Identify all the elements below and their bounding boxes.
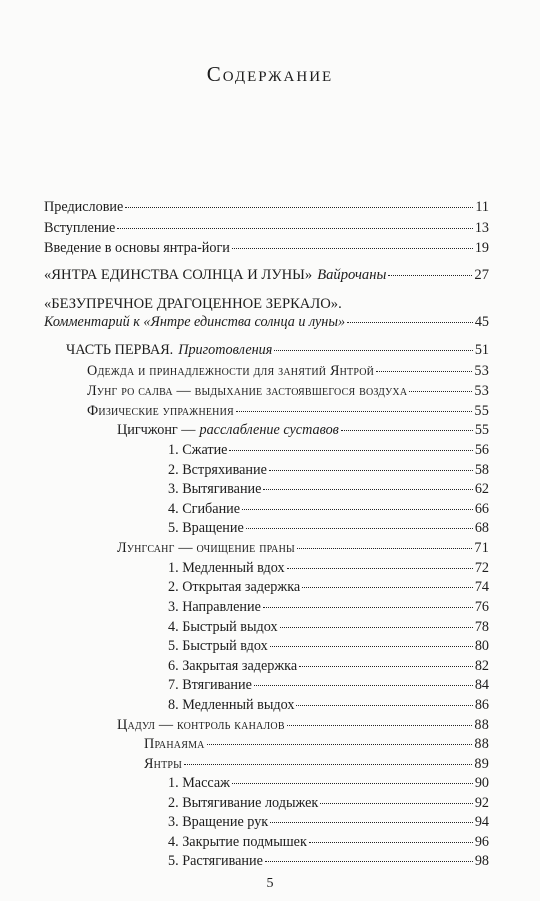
toc-entry-page: 27 [474,267,489,283]
toc-entry[interactable] [66,341,489,359]
toc-entry-page: 62 [474,481,489,497]
page-title: Содержание [206,62,334,86]
toc-entry-title: 3. Вытягивание [168,481,262,497]
toc-entry-title: 1. Медленный вдох [168,560,285,576]
toc-entry-title: 3. Вращение рук [168,814,269,830]
toc-entry-page: 84 [474,677,489,693]
toc-entry-page: 82 [474,658,489,674]
toc-entry-title: Лунгсанг — очищение праны [117,540,295,556]
toc-entry[interactable] [144,735,489,753]
toc-entry-page: 71 [474,540,489,556]
dot-leader [296,705,472,706]
toc-entry[interactable] [87,362,489,380]
toc-entry-page: 68 [474,520,489,536]
dot-leader [254,685,473,686]
toc-entry-title: Цигчжонг — [117,422,196,438]
dot-leader [246,528,473,529]
dot-leader [270,646,473,647]
toc-entry-title: 3. Направление [168,599,261,615]
toc-entry[interactable] [168,519,489,537]
dot-leader [409,391,472,392]
toc-entry-title: Пранаяма [144,736,205,752]
toc-entry[interactable] [168,852,489,870]
dot-leader [320,803,473,804]
toc-entry-title: 4. Быстрый выдох [168,619,278,635]
toc-entry-page: 96 [474,834,489,850]
toc-entry[interactable] [168,559,489,577]
dot-leader [347,322,473,323]
dot-leader [125,207,473,208]
toc-entry[interactable] [168,480,489,498]
toc-entry-page: 55 [474,422,489,438]
dot-leader [388,275,472,276]
dot-leader [280,627,473,628]
dot-leader [270,822,473,823]
toc-entry-title: 8. Медленный выдох [168,697,295,713]
toc-entry[interactable] [87,402,489,420]
toc-entry-page: 45 [474,314,489,330]
toc-entry-page: 72 [474,560,489,576]
toc-entry-title: Предисловие [44,199,124,215]
toc-entry-page: 94 [474,814,489,830]
toc-entry-page: 92 [474,795,489,811]
dot-leader [341,430,473,431]
toc-entry-page: 58 [474,462,489,478]
dot-leader [287,725,473,726]
dot-leader [309,842,473,843]
toc-entry-page: 53 [474,383,489,399]
toc-entry-page: 13 [474,220,489,236]
toc-entry-page: 98 [474,853,489,869]
dot-leader [184,764,472,765]
toc-entry[interactable] [44,198,489,216]
toc-entry-title: 7. Втягивание [168,677,252,693]
dot-leader [299,666,473,667]
toc-entry[interactable] [168,794,489,812]
toc-entry-title: 5. Быстрый вдох [168,638,268,654]
toc-entry[interactable] [44,219,489,237]
toc-entry-title: 2. Вытягивание лодыжек [168,795,319,811]
dot-leader [232,783,473,784]
dot-leader [265,861,473,862]
toc-entry-page: 86 [474,697,489,713]
toc-entry[interactable] [168,676,489,694]
toc-entry[interactable] [168,637,489,655]
dot-leader [302,587,473,588]
toc-entry-title: 6. Закрытая задержка [168,658,298,674]
toc-entry-title[interactable]: «БЕЗУПРЕЧНОЕ ДРАГОЦЕННОЕ ЗЕРКАЛО». [44,296,342,312]
toc-entry-page: 88 [474,717,489,733]
toc-entry[interactable] [168,598,489,616]
dot-leader [207,744,473,745]
toc-entry[interactable] [168,813,489,831]
toc-entry[interactable] [44,266,489,284]
dot-leader [232,248,473,249]
toc-entry-title: 4. Закрытие подмышек [168,834,307,850]
toc-entry-author: Вайрочаны [317,267,387,283]
toc-entry-page: 66 [474,501,489,517]
toc-entry-title: Одежда и принадлежности для занятий Янтрой [87,363,375,379]
toc-entry-page: 78 [474,619,489,635]
toc-entry-page: 55 [474,403,489,419]
dot-leader [229,450,472,451]
toc-entry-page: 19 [474,240,489,256]
toc-entry[interactable] [168,578,489,596]
toc-entry[interactable] [44,313,489,331]
toc-entry-page: 80 [474,638,489,654]
toc-entry-page: 53 [474,363,489,379]
toc-entry-title: Комментарий к «Янтре единства солнца и луны» [44,314,346,330]
toc-entry-title: 2. Встряхивание [168,462,267,478]
toc-entry[interactable] [117,716,489,734]
toc-entry[interactable] [168,657,489,675]
dot-leader [236,411,473,412]
toc-entry[interactable] [144,755,489,773]
toc-entry-page: 51 [474,342,489,358]
toc-entry[interactable] [168,500,489,518]
toc-entry-page: 74 [474,579,489,595]
toc-entry[interactable] [168,441,489,459]
page-number: 5 [266,876,274,891]
toc-entry-title: ЧАСТЬ ПЕРВАЯ. [66,342,174,358]
toc-entry-title: Цадул — контроль каналов [117,717,285,733]
toc-entry[interactable] [168,618,489,636]
toc-entry-page: 88 [474,736,489,752]
toc-entry-title: Лунг ро салва — выдыхание застоявшегося воздуха [87,383,408,399]
toc-entry[interactable] [44,239,489,257]
dot-leader [263,607,473,608]
toc-entry-title: Янтры [144,756,183,772]
toc-entry-page: 11 [475,199,489,215]
toc-entry-title: Введение в основы янтра-йоги [44,240,230,256]
toc-entry-title: 5. Растягивание [168,853,263,869]
toc-entry-page: 56 [474,442,489,458]
toc-entry[interactable] [168,461,489,479]
toc-entry-title: 4. Сгибание [168,501,241,517]
toc-entry-title: 2. Открытая задержка [168,579,301,595]
toc-entry-page: 89 [474,756,489,772]
toc-entry-title: Вступление [44,220,116,236]
dot-leader [269,470,473,471]
toc-entry-title: 5. Вращение [168,520,244,536]
toc-entry-title: Физические упражнения [87,403,234,419]
toc-entry[interactable] [117,421,489,439]
toc-entry-subtitle: расслабление суставов [199,422,339,438]
dot-leader [117,228,472,229]
dot-leader [297,548,472,549]
toc-entry[interactable] [168,774,489,792]
toc-entry-page: 90 [474,775,489,791]
toc-entry-subtitle: Приготовления [178,342,273,358]
dot-leader [376,371,472,372]
dot-leader [274,350,472,351]
dot-leader [242,509,473,510]
toc-entry[interactable] [168,833,489,851]
toc-entry-page: 76 [474,599,489,615]
toc-entry-title: «ЯНТРА ЕДИНСТВА СОЛНЦА И ЛУНЫ» [44,267,313,283]
toc-entry[interactable] [87,382,489,400]
toc-entry-title: 1. Массаж [168,775,230,791]
toc-entry-title: 1. Сжатие [168,442,228,458]
toc-entry[interactable] [168,696,489,714]
dot-leader [263,489,472,490]
dot-leader [287,568,473,569]
toc-entry[interactable] [117,539,489,557]
